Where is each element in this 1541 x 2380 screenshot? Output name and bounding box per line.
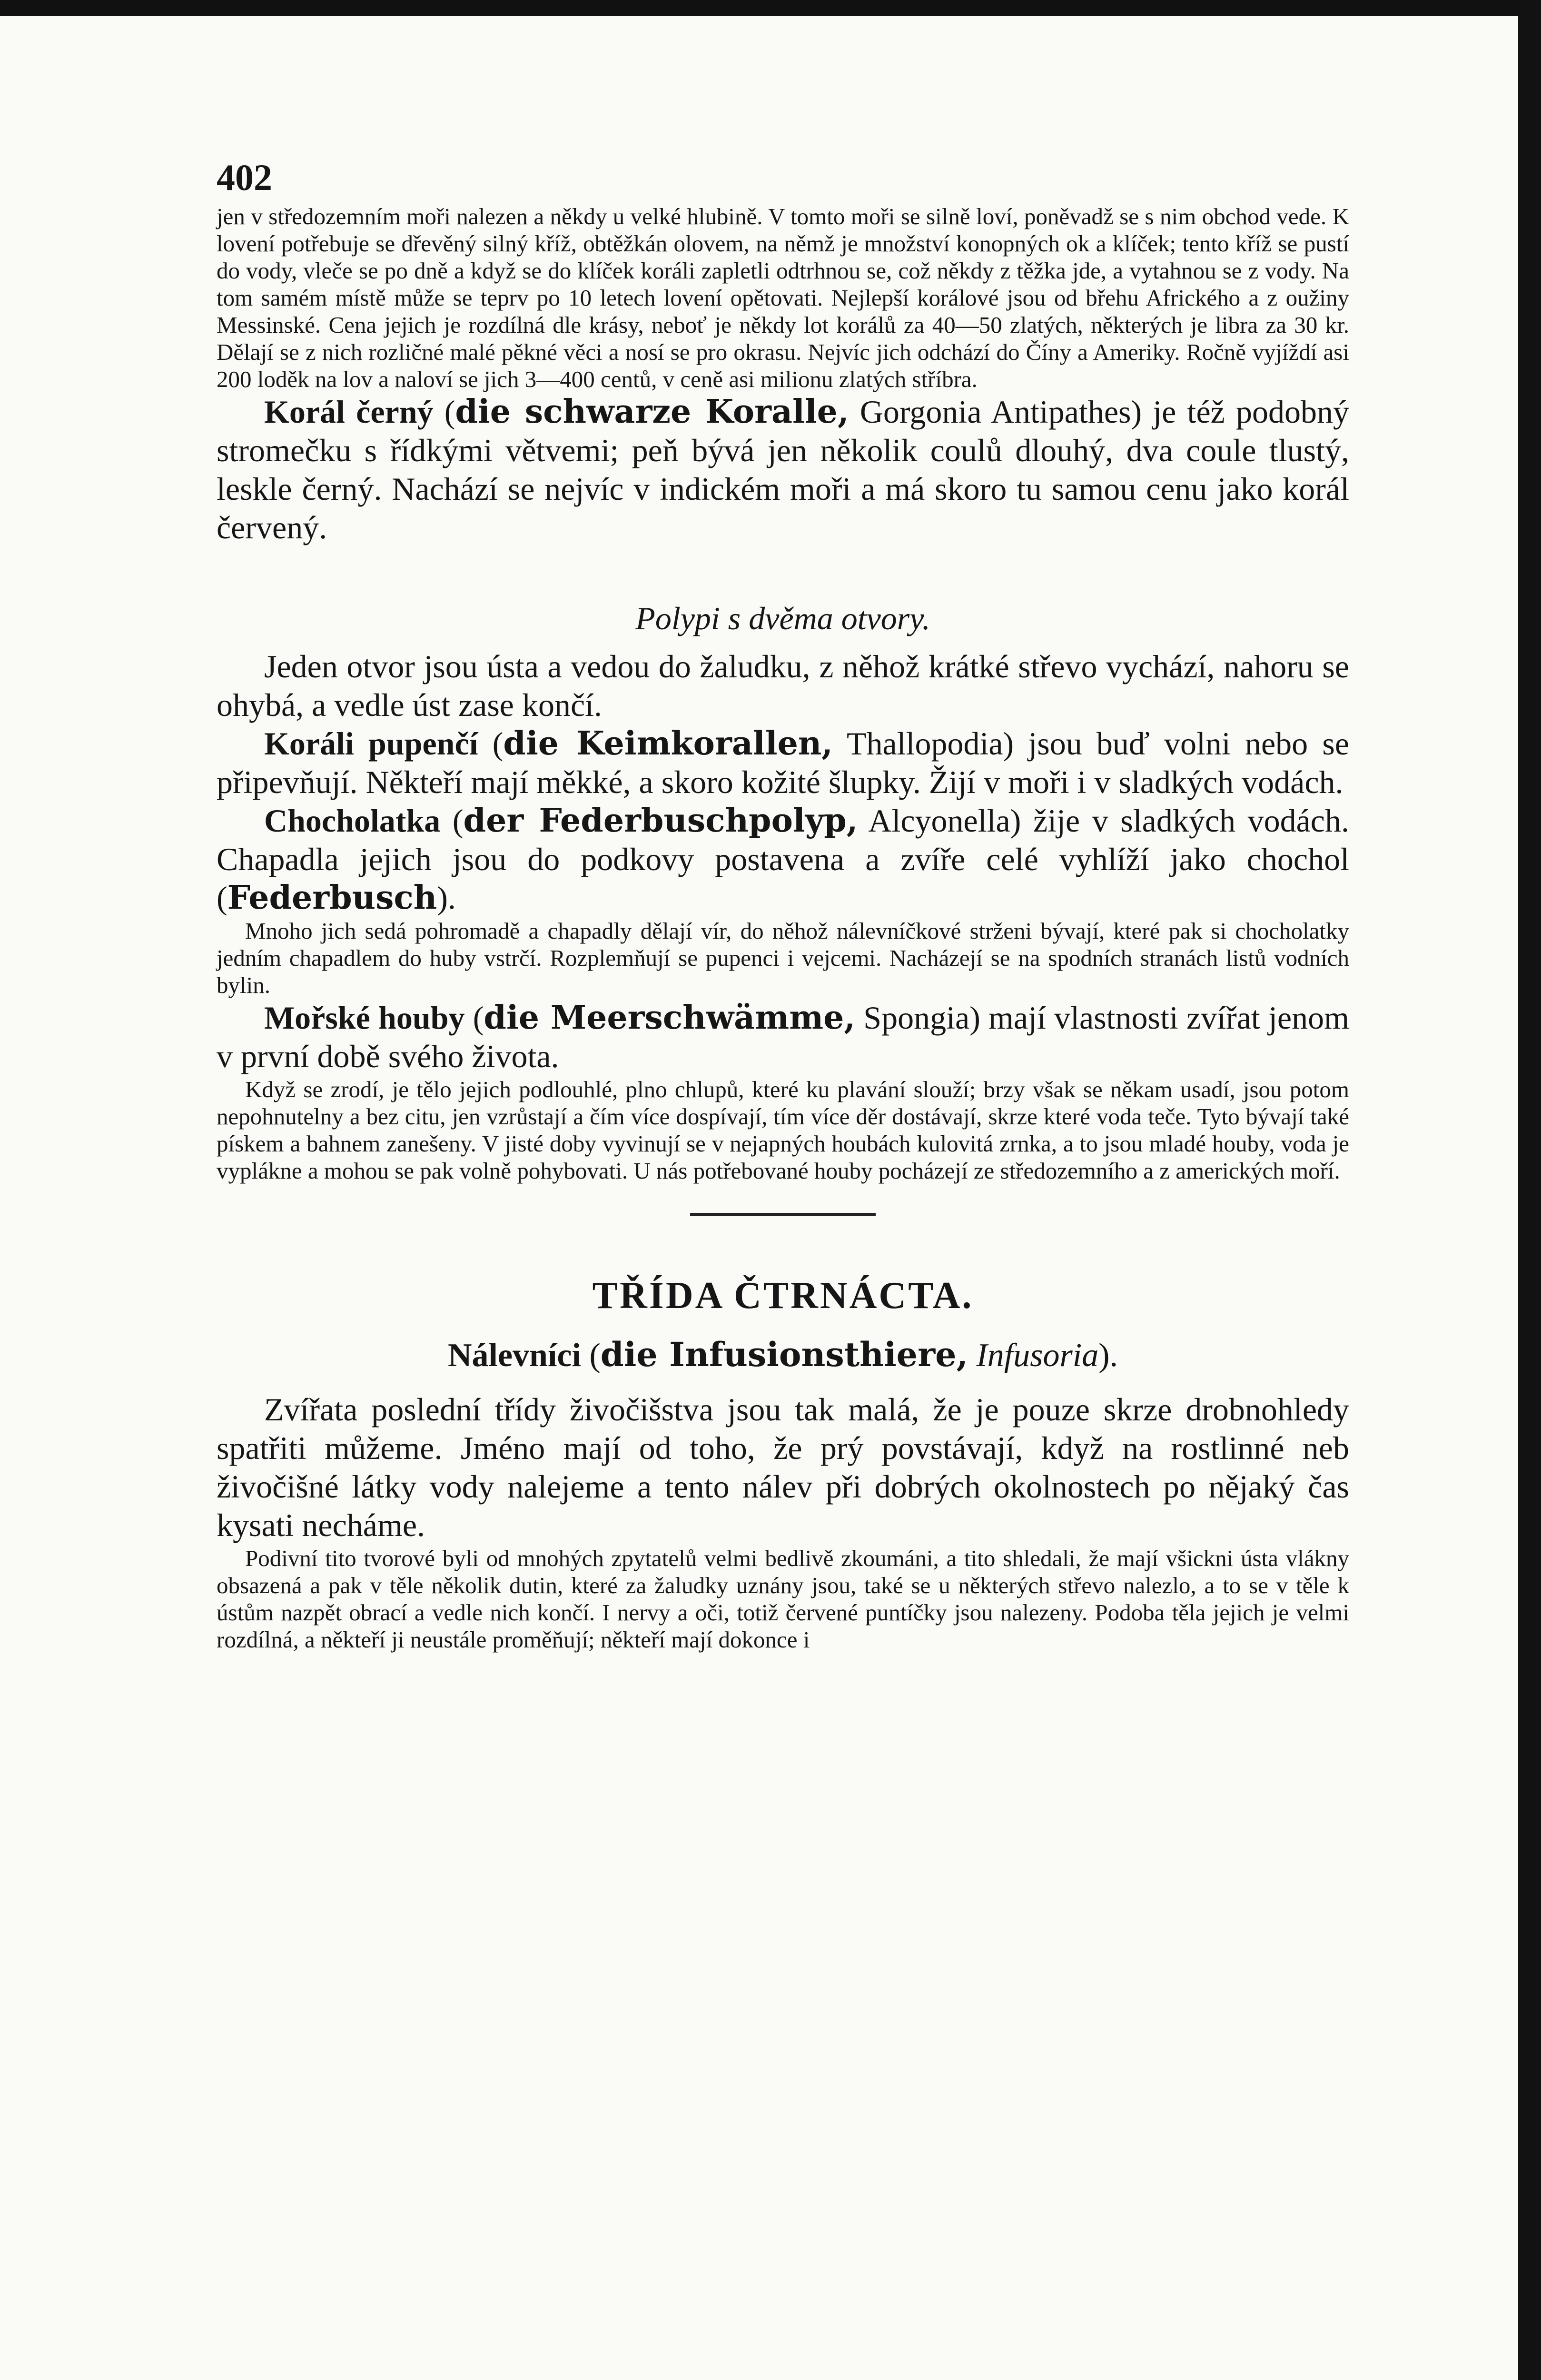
term-koral-cerny: Korál černý — [264, 394, 434, 430]
german-name-korali-pupenci: die Keimkorallen, — [503, 724, 833, 763]
morske-houby-paragraph: Mořské houby (die Meerschwämme, Spongia) mají vlastnosti zvířat jenom v první době svého života. — [217, 999, 1349, 1074]
section-spacer — [217, 547, 1349, 599]
korali-pupenci-paragraph: Koráli pupenčí (die Keimkorallen, Thallopodia) jsou buď volni nebo se připevňují. Někteří mají měkké, a skoro kožité šlupky. Žijí v moři i v sladkých vodách. — [217, 724, 1349, 800]
latin-name-nalevnici: Infusoria — [976, 1337, 1099, 1374]
german-name-federbusch: Federbusch — [227, 879, 437, 917]
infusoria-intro-paragraph: Zvířata poslední třídy živočišstva jsou tak malá, že je pouze skrze drobnohledy spatřiti můžeme. Jméno mají od toho, že prý povstávají, když na rostlinné neb živočišné látky vody nalejeme a tento nálev při dobrých okolnostech po nějaký čas kysati necháme. — [217, 1391, 1349, 1543]
term-chocholatka: Chocholatka — [264, 803, 441, 839]
chocholatka-note: Mnoho jich sedá pohromadě a chapadly dělají vír, do něhož nálevníčkové strženi bývají, které pak si chocholatky jedním chapadlem do huby vstrčí. Rozplemňují se pupenci i vejcemi. Nacházejí se na spodních stranách listů vodních bylin. — [217, 918, 1349, 998]
chocholatka-paragraph: Chocholatka (der Federbuschpolyp, Alcyonella) žije v sladkých vodách. Chapadla jejich jsou do podkovy postavena a zvíře celé vyhlíží jako chochol (Federbusch). — [217, 802, 1349, 917]
chocholatka-text: Alcyonella) žije v sladkých vodách. Chapadla jejich jsou do podkovy postavena a zvíře celé vyhlíží jako chochol ( — [217, 803, 1349, 916]
term-morske-houby: Mořské houby — [264, 1000, 465, 1036]
page-content — [217, 156, 1349, 1653]
koral-cerny-paragraph: Korál černý (die schwarze Koralle, Gorgonia Antipathes) je též podobný stromečku s řídkými větvemi; peň bývá jen několik coulů dlouhý, dva coule tlustý, leskle černý. Nachází se nejvíc v indickém moři a má skoro tu samou cenu jako korál červený. — [217, 393, 1349, 545]
morske-houby-text: Spongia) mají vlastnosti zvířat jenom v první době svého života. — [217, 1000, 1349, 1074]
class-heading: TŘÍDA ČTRNÁCTA. — [592, 1275, 974, 1317]
term-nalevnici: Nálevníci — [447, 1337, 581, 1374]
section-heading-polypi: Polypi s dvěma otvory. — [635, 600, 930, 636]
german-name-morske-houby: die Meerschwämme, — [484, 999, 856, 1037]
scan-edge-right — [1518, 0, 1541, 2380]
coral-fishing-paragraph: jen v středozemním moři nalezen a někdy u velké hlubině. V tomto moři se silně loví, poněvadž se s nim obchod vede. K lovení potřebuje se dřevěný silný kříž, obtěžkán olovem, na němž je množství konopných ok a klíček; tento kříž se pustí do vody, vleče se po dně a když se do klíček koráli zapletli odtrhnou se, což někdy z těžka jde, a vytahnou se z vody. Na tom samém místě může se teprv po 10 letech lovení opětovati. Nejlepší korálové jsou od břehu Afrického a z oužiny Messinské. Cena jejich je rozdílná dle krásy, neboť je někdy lot korálů za 40—50 zlatých, některých je libra za 30 kr. Dělají se z nich rozličné malé pěkné věci a nosí se pro okrasu. Nejvíc jich odchází do Číny a Ameriky. Ročně vyjíždí asi 200 loděk na lov a naloví se jich 3—400 centů, v ceně asi milionu zlatých stříbra. — [217, 203, 1349, 392]
subclass-heading: Nálevníci (die Infusionsthiere, Infusoria). — [447, 1335, 1118, 1374]
polypi-intro-paragraph: Jeden otvor jsou ústa a vedou do žaludku, z něhož krátké střevo vychází, nahoru se ohybá, a vedle úst zase končí. — [217, 648, 1349, 723]
term-korali-pupenci: Koráli pupenčí — [264, 725, 478, 762]
scan-edge-top — [0, 0, 1541, 16]
section-divider-rule — [690, 1213, 876, 1216]
section-spacer — [217, 1184, 1349, 1213]
page-number: 402 — [217, 157, 272, 198]
german-name-chocholatka: der Federbuschpolyp, — [463, 802, 858, 840]
german-name-nalevnici: die Infusionsthiere, — [600, 1335, 968, 1374]
morske-houby-note: Když se zrodí, je tělo jejich podlouhlé, plno chlupů, které ku plavání slouží; brzy však se někam usadí, jsou potom nepohnutelny a bez citu, jen vzrůstají a čím více dospívají, tím více děr dostávají, skrze které voda teče. Tyto bývají také pískem a bahnem zanešeny. V jisté doby vyvinují se v nejapných houbách kulovitá zrnka, a to jsou mladé houby, voda je vypláknе a mohou se pak volně pohybovati. U nás potřebované houby pocházejí ze středozemního a z amerických moří. — [217, 1076, 1349, 1184]
german-name-koral-cerny: die schwarze Koralle, — [455, 393, 849, 431]
koral-cerny-text: Gorgonia Antipathes) je též podobný stromečku s řídkými větvemi; peň bývá jen několik coulů dlouhý, dva coule tlustý, leskle černý. Nachází se nejvíc v indickém moři a má skoro tu samou cenu jako korál červený. — [217, 394, 1349, 545]
infusoria-note: Podivní tito tvorové byli od mnohých zpytatelů velmi bedlivě zkoumáni, a tito shledali, že mají všickni ústa vlákny obsazená a pak v těle několik dutin, které za žaludky uznány jsou, také se u některých střevo nalezlo, a to se v těle k ústům nazpět obrací a vedle nich končí. I nervy a oči, totiž červené puntíčky jsou nalezeny. Podoba těla jejich je velmi rozdílná, a někteří ji neustále proměňují; někteří mají dokonce i — [217, 1545, 1349, 1653]
korali-pupenci-text: Thallopodia) jsou buď volni nebo se připevňují. Někteří mají měkké, a skoro kožité šlupky. Žijí v moři i v sladkých vodách. — [217, 725, 1349, 800]
